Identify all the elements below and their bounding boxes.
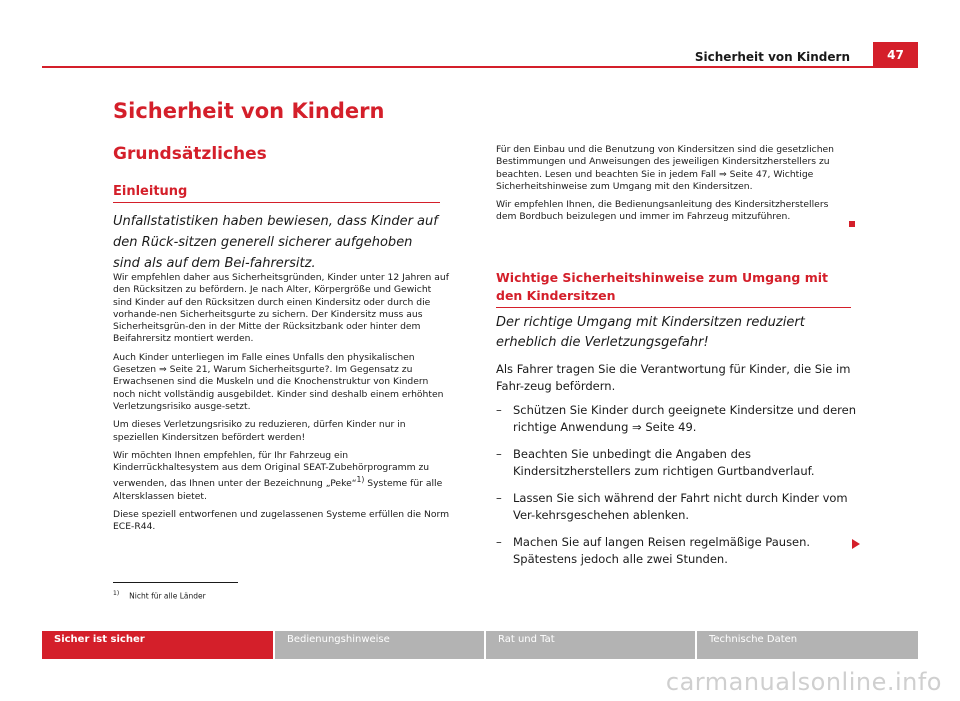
list-item-text: Schützen Sie Kinder durch geeignete Kindersitze und deren richtige Anwendung ⇒ Seite 49. [513, 403, 856, 434]
footer-chapter-tabs [42, 631, 918, 659]
body-paragraph: Um dieses Verletzungsrisiko zu reduzieren, dürfen Kinder nur in speziellen Kindersitzen befördert werden! [113, 419, 406, 443]
body-paragraph: Wir empfehlen daher aus Sicherheitsgründen, Kinder unter 12 Jahren auf den Rücksitzen zu befördern. Je nach Alter, Körpergröße und Gewicht sind Kinder auf den Rücksitzen durch einen Kindersitz oder durch die vorhande-nen Sicherheitsgurte zu sichern. Der Kindersitz muss aus Sicherheitsgrün-den in der Mitte der Rücksitzbank oder hinter dem Beifahrersitz montiert werden. [113, 272, 449, 345]
chapter-subtitle: Grundsätzliches [113, 144, 267, 164]
footnote-marker: 1) [113, 590, 120, 597]
section-heading-einleitung: Einleitung [113, 184, 440, 203]
tab-rat-und-tat[interactable]: Rat und Tat [486, 631, 695, 659]
page-title: Sicherheit von Kindern [113, 99, 385, 123]
list-item-text: Machen Sie auf langen Reisen regelmäßige Pausen. Spätestens jedoch alle zwei Stunden. [513, 535, 811, 566]
peke-text-before: Wir möchten Ihnen empfehlen, für Ihr Fahrzeug ein Kinderrückhaltesystem aus dem Original SEAT-Zubehörprogramm zu verwenden, das Ihnen unter der Bezeichnung „Peke“ [113, 449, 430, 490]
tab-bedienungshinweise[interactable]: Bedienungshinweise [275, 631, 484, 659]
body-paragraph: Wir empfehlen Ihnen, die Bedienungsanleitung des Kindersitzherstellers dem Bordbuch beizulegen und immer im Fahrzeug mitzuführen. [496, 199, 829, 223]
body-paragraph: Für den Einbau und die Benutzung von Kindersitzen sind die gesetzlichen Bestimmungen und Anweisungen des jeweiligen Kindersitzherstellers zu beachten. Lesen und beachten Sie in jedem Fall ⇒ Seite 47, Wichtige Sicherheitshinweise zum Umgang mit den Kindersitzen. [496, 144, 834, 192]
dash-bullet: – [496, 447, 502, 461]
running-header-title: Sicherheit von Kindern [694, 50, 850, 64]
intro-paragraph: Unfallstatistiken haben bewiesen, dass Kinder auf den Rück-sitzen generell sicherer aufgehoben sind als auf dem Bei-fahrersitz. [113, 214, 438, 271]
watermark-text: carmanualsonline.info [665, 668, 942, 696]
body-paragraph: Diese speziell entworfenen und zugelassenen Systeme erfüllen die Norm ECE-R44. [113, 509, 450, 533]
section-heading-safety: Wichtige Sicherheitshinweise zum Umgang mit den Kindersitzen [496, 269, 851, 308]
header-rule [42, 66, 918, 68]
list-item-text: Lassen Sie sich während der Fahrt nicht durch Kinder vom Ver-kehrsgeschehen ablenken. [513, 491, 848, 522]
left-body-column [113, 272, 453, 540]
tab-technische-daten[interactable]: Technische Daten [697, 631, 918, 659]
right-body-column [496, 144, 841, 230]
body-paragraph-peke [113, 450, 453, 503]
continue-arrow-icon [852, 539, 860, 549]
footnote-text: Nicht für alle Länder [129, 591, 206, 601]
list-item [496, 446, 856, 480]
safety-body-paragraph: Als Fahrer tragen Sie die Verantwortung für Kinder, die Sie im Fahr-zeug befördern. [496, 362, 851, 393]
tab-sicher-ist-sicher[interactable]: Sicher ist sicher [42, 631, 273, 659]
section-end-square-icon [849, 221, 855, 227]
footnote-reference[interactable]: 1) [356, 475, 365, 485]
dash-bullet: – [496, 491, 502, 505]
list-item-text: Beachten Sie unbedingt die Angaben des Kindersitzherstellers zum richtigen Gurtbandverlauf. [513, 447, 815, 478]
safety-intro-paragraph: Der richtige Umgang mit Kindersitzen reduziert erheblich die Verletzungsgefahr! [496, 315, 805, 350]
page-number-badge: 47 [873, 42, 918, 68]
peke-text-after: Systeme für alle Altersklassen bietet. [113, 478, 443, 502]
dash-bullet: – [496, 403, 502, 417]
list-item [496, 490, 856, 524]
footnote [113, 590, 206, 601]
dash-bullet: – [496, 535, 502, 549]
safety-bullet-list [496, 402, 856, 578]
list-item [496, 534, 856, 568]
footnote-rule [113, 582, 238, 583]
list-item [496, 402, 856, 436]
body-paragraph: Auch Kinder unterliegen im Falle eines Unfalls den physikalischen Gesetzen ⇒ Seite 21, Warum Sicherheitsgurte?. Im Gegensatz zu Erwachsenen sind die Muskeln und die Knochenstruktur von Kindern noch nicht vollständig ausgebildet. Kinder sind deshalb einem erhöhten Verletzungsrisiko ausge-setzt. [113, 351, 444, 412]
